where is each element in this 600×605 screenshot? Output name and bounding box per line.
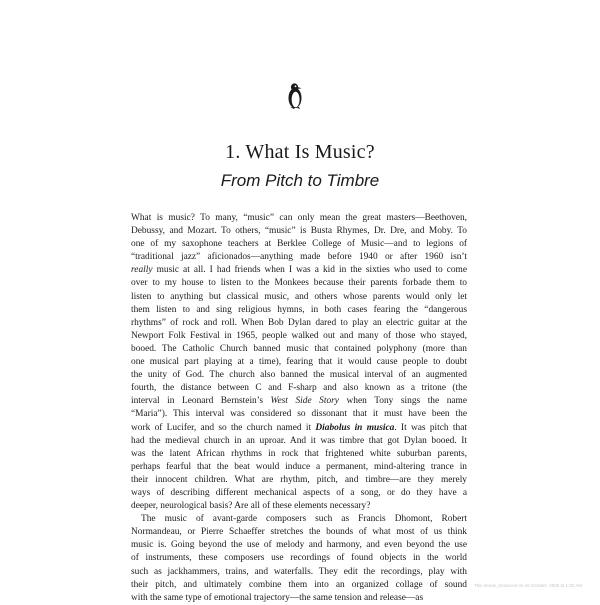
body-text: [131, 212, 467, 605]
text-line: What is music? To many, “music” can only mean the great masters—Beethoven,: [131, 213, 467, 223]
text-line: over to my house to listen to the Monkees because their parents forbade them to: [131, 278, 467, 289]
text-line: such as jackhammers, trains, and waterfalls. They edit the recordings, play with: [131, 566, 467, 577]
text-segment: . It was pitch that: [394, 422, 467, 433]
text-line: listen to anything but classical music, and others whose parents would only let: [131, 291, 467, 302]
text-line: their innocent children. What are rhythm, pitch, and timbre—are they merely: [131, 474, 467, 485]
text-line: deeper, neurological basis? Are all of these elements necessary?: [131, 501, 371, 512]
text-segment: music at all. I had friends when I was a kid in the sixties who used to come: [152, 265, 467, 276]
text-line: perhaps fearful that the beat would induce a permanent, mind-altering trance in: [131, 461, 467, 472]
text-line: [131, 264, 467, 277]
text-segment: interval in Leonard Bernstein’s: [131, 396, 271, 407]
text-line: fourth, the distance between C and F-sharp and also known as a tritone (the: [131, 383, 467, 394]
text-segment: when Tony sings the name: [338, 396, 468, 407]
text-line: rhythms” of rock and roll. When Bob Dylan dared to play an electric guitar at the: [131, 317, 467, 328]
text-line: them listen to and sing religious hymns, in both cases fearing the “dangerous: [131, 304, 467, 315]
text-line: ways of describing different mechanical aspects of a song, or do they have a: [131, 487, 467, 498]
italic-text: really: [131, 265, 153, 276]
text-line: was the latent African rhythms in rock that frightened white suburban parents,: [131, 448, 467, 459]
text-line: “traditional jazz” aficionados—anything made before 1940 or after 1960 isn’t: [131, 252, 467, 263]
italic-text: West Side Story: [270, 396, 339, 407]
text-line: Newport Folk Festival in 1965, people walked out and many of those who stayed,: [131, 330, 467, 341]
emphasis-text: Diabolus in musica: [315, 422, 395, 433]
text-line: the unity of God. The church also banned the musical interval of an augmented: [131, 370, 467, 381]
text-line: [131, 422, 467, 435]
text-line: Normandeau, or Pierre Schaeffer stretches the bounds of what most of us think: [131, 527, 467, 538]
text-line: Debussy, and Mozart. To others, “music” is Busta Rhymes, Dr. Dre, and Moby. To: [131, 226, 467, 237]
text-line: “Maria”). This interval was considered so dissonant that it must have been the: [131, 409, 467, 420]
text-line: with the same type of emotional trajectory—the same tension and release—as: [131, 592, 424, 603]
text-line: had the medieval church in an uproar. And it was timbre that got Dylan booed. It: [131, 435, 467, 446]
chapter-subtitle: From Pitch to Timbre: [220, 171, 380, 190]
penguin-icon: [286, 82, 304, 110]
text-line: [131, 395, 467, 408]
text-line: The music of avant-garde composers such as Francis Dhomont, Robert: [141, 514, 467, 525]
chapter-title: 1. What Is Music?: [225, 141, 375, 163]
text-segment: work of Lucifer, and so the church named it: [131, 422, 316, 433]
text-line: their pitch, and ultimately combine them into an organized collage of sound: [131, 579, 467, 590]
text-line: one of my saxophone teachers at Berklee College of Music—and to legions of: [131, 239, 467, 250]
footer-note: This ebook, produced on 26 October, 2006 at 1:32 AM: [473, 583, 582, 588]
text-line: of instruments, these composers use recordings of found objects in the world: [131, 553, 467, 564]
text-line: booed. The Catholic Church banned music that contained polyphony (more than: [131, 343, 467, 354]
text-line: music is. Going beyond the use of melody and harmony, and even beyond the use: [131, 540, 467, 551]
text-line: one musical part playing at a time), fearing that it would cause people to doubt: [131, 357, 467, 368]
